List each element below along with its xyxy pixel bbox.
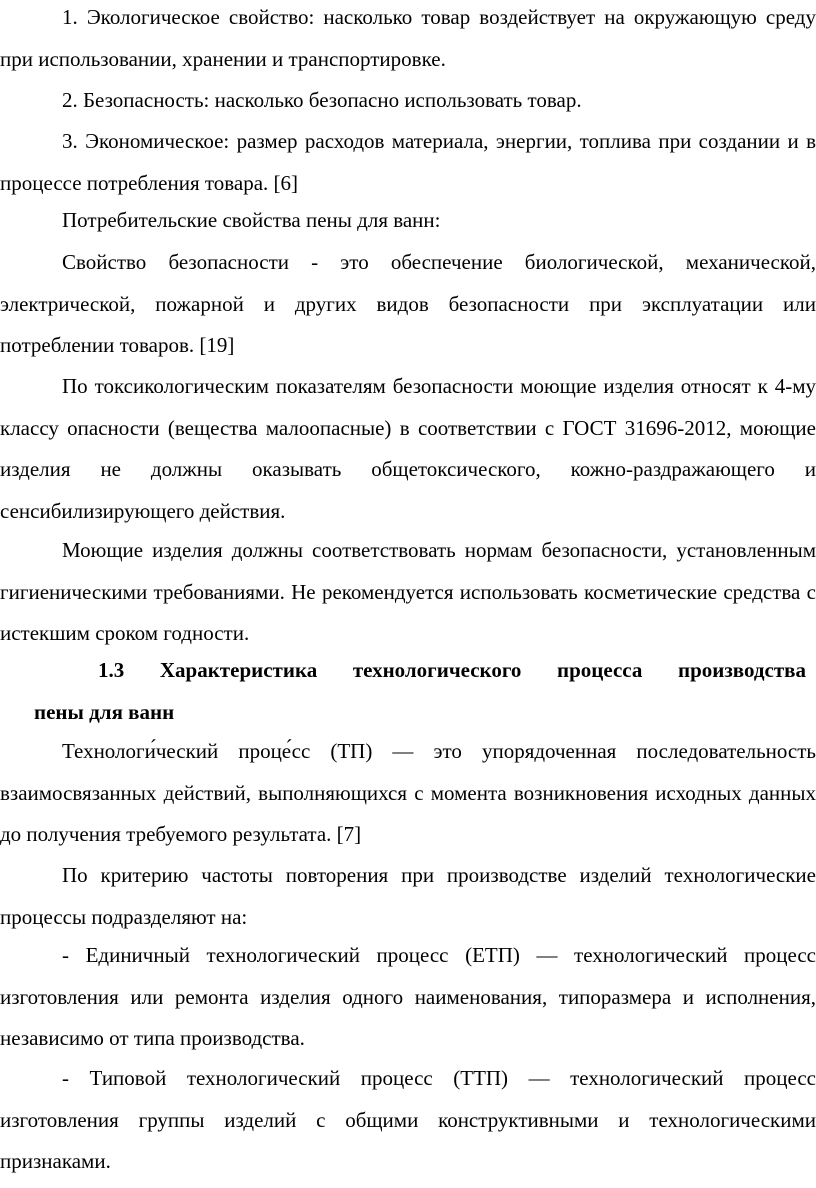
paragraph-consumer-properties: Потребительские свойства пены для ванн: bbox=[62, 208, 441, 232]
paragraph-typical-process: - Типовой технологический процесс (ТТП) — технологический процесс изготовления группы изделий с общими конструктивными и технологическими признаками. bbox=[0, 1066, 816, 1173]
paragraph-tech-process-definition: Технологи́ческий проце́сс (ТП) — это упорядоченная последовательность взаимосвязанных действий, выполняющихся с момента возникновения исходных данных до получения требуемого результата. [7] bbox=[0, 739, 816, 846]
paragraph-single-process: - Единичный технологический процесс (ЕТП) — технологический процесс изготовления или ремонта изделия одного наименования, типоразмера и исполнения, независимо от типа производства. bbox=[0, 943, 816, 1050]
paragraph-safety-property: Свойство безопасности - это обеспечение биологической, механической, электрической, пожарной и других видов безопасности при эксплуатации или потреблении товаров. [19] bbox=[0, 250, 816, 357]
paragraph-hygiene: Моющие изделия должны соответствовать нормам безопасности, установленным гигиеническими требованиями. Не рекомендуется использовать косметические средства с истекшим сроком годности. bbox=[0, 538, 816, 645]
paragraph-safety: 2. Безопасность: насколько безопасно использовать товар. bbox=[62, 88, 582, 112]
paragraph-toxicology: По токсикологическим показателям безопасности моющие изделия относят к 4-му классу опасности (вещества малоопасные) в соответствии с ГОСТ 31696-2012, моющие изделия не должны оказывать общетоксического, кожно-раздражающего и сенсибилизирующего действия. bbox=[0, 374, 816, 523]
paragraph-ecological-property: 1. Экологическое свойство: насколько товар воздействует на окружающую среду при использовании, хранении и транспортировке. bbox=[0, 5, 816, 71]
section-heading-line1: 1.3 Характеристика технологического процесса производства bbox=[98, 658, 806, 682]
paragraph-economic: 3. Экономическое: размер расходов материала, энергии, топлива при создании и в процессе потребления товара. [6] bbox=[0, 129, 816, 195]
section-heading bbox=[34, 650, 806, 733]
paragraph-frequency-criterion: По критерию частоты повторения при производстве изделий технологические процессы подразделяют на: bbox=[0, 863, 816, 929]
section-heading-line2: пены для ванн bbox=[34, 699, 175, 724]
